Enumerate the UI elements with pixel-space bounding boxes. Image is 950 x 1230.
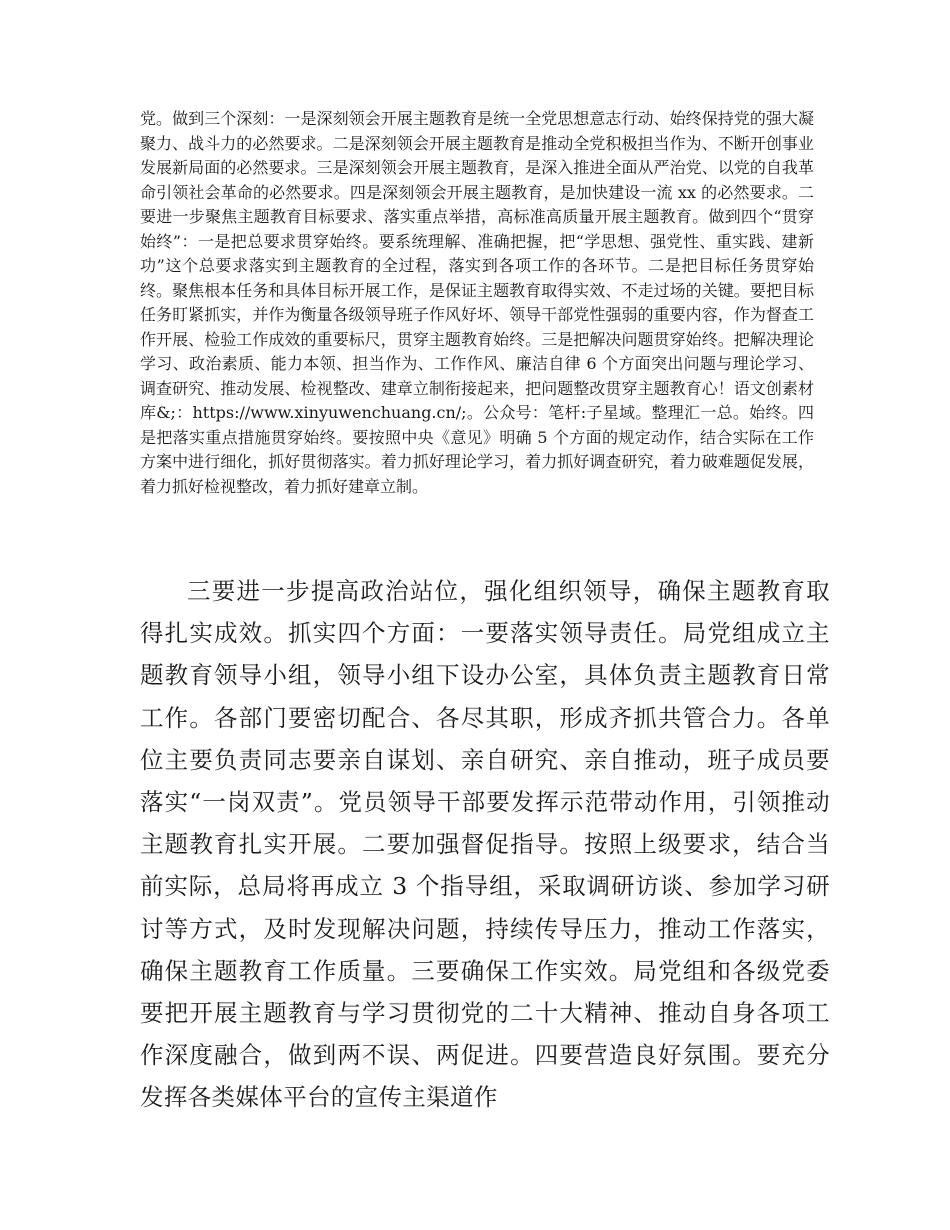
- body-paragraph-1: 党。做到三个深刻：一是深刻领会开展主题教育是统一全党思想意志行动、始终保持党的强大凝聚力、战斗力的必然要求。二是深刻领会开展主题教育是推动全党积极担当作为、不断开创事业发展新局面的必然要求。三是深刻领会开展主题教育，是深入推进全面从严治党、以党的自我革命引领社会革命的必然要求。四是深刻领会开展主题教育，是加快建设一流 xx 的必然要求。二要进一步聚焦主题教育目标要求、落实重点举措，高标准高质量开展主题教育。做到四个“贯穿始终”：一是把总要求贯穿始终。要系统理解、准确把握，把“学思想、强党性、重实践、建新功”这个总要求落实到主题教育的全过程，落实到各项工作的各环节。二是把目标任务贯穿始终。聚焦根本任务和具体目标开展工作，是保证主题教育取得实效、不走过场的关键。要把目标任务盯紧抓实，并作为衡量各级领导班子作风好坏、领导干部党性强弱的重要内容，作为督查工作开展、检验工作成效的重要标尺，贯穿主题教育始终。三是把解决问题贯穿始终。把解决理论学习、政治素质、能力本领、担当作为、工作作风、廉洁自律 6 个方面突出问题与理论学习、调查研究、推动发展、检视整改、建章立制衔接起来，把问题整改贯穿主题教育心！语文创素材库&;：https://www.xinyuwenchuang.cn/;。公众号：笔杆:子星域。整理汇一总。始终。四是把落实重点措施贯穿始终。要按照中央《意见》明确 5 个方面的规定动作，结合实际在工作方案中进行细化，抓好贯彻落实。着力抓好理论学习，着力抓好调查研究，着力破难题促发展，着力抓好检视整改，着力抓好建章立制。: [140, 109, 814, 496]
- body-paragraph-2: 三要进一步提高政治站位，强化组织领导，确保主题教育取得扎实成效。抓实四个方面：一要落实领导责任。局党组成立主题教育领导小组，领导小组下设办公室，具体负责主题教育日常工作。各部门要密切配合、各尽其职，形成齐抓共管合力。各单位主要负责同志要亲自谋划、亲自研究、亲自推动，班子成员要落实“一岗双责”。党员领导干部要发挥示范带动作用，引领推动主题教育扎实开展。二要加强督促指导。按照上级要求，结合当前实际，总局将再成立 3 个指导组，采取调研访谈、参加学习研讨等方式，及时发现解决问题，持续传导压力，推动工作落实，确保主题教育工作质量。三要确保工作实效。局党组和各级党委要把开展主题教育与学习贯彻党的二十大精神、推动自身各项工作深度融合，做到两不误、两促进。四要营造良好氛围。要充分发挥各类媒体平台的宣传主渠道作: [140, 577, 830, 1112]
